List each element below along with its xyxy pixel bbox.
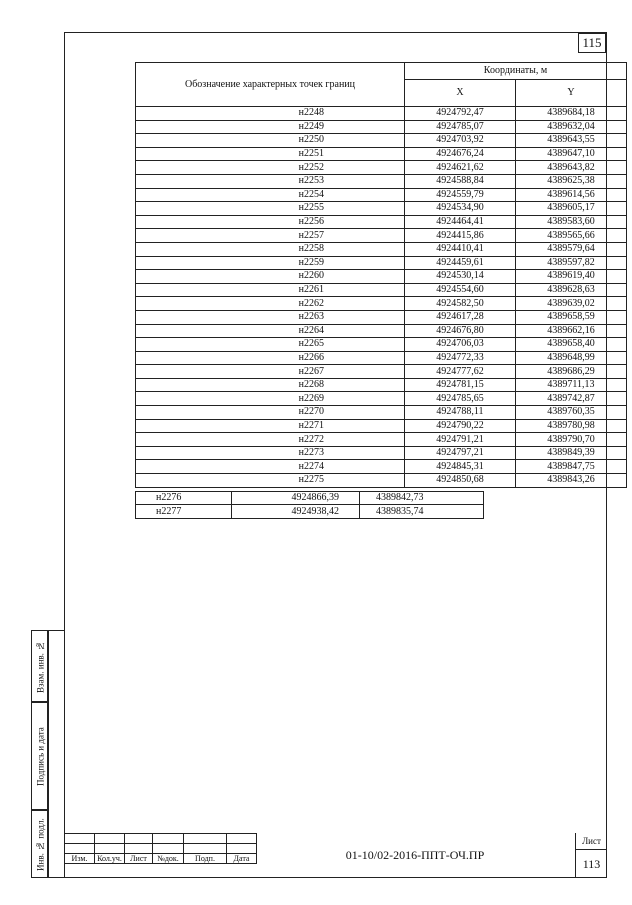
table-row [136, 460, 627, 474]
coord-y: 4389742,87 [516, 392, 627, 406]
point-id: н2248 [136, 107, 405, 121]
coord-x: 4924777,62 [405, 365, 516, 379]
table-row [136, 120, 627, 134]
coord-x: 4924459,61 [405, 256, 516, 270]
coord-y: 4389632,04 [516, 120, 627, 134]
coord-y: 4389639,02 [516, 297, 627, 311]
stamp-cell [227, 834, 257, 844]
point-id: н2249 [136, 120, 405, 134]
table-row [136, 270, 627, 284]
stamp-cell [125, 844, 153, 854]
coord-y: 4389597,82 [516, 256, 627, 270]
title-block-grid [64, 833, 257, 864]
point-id: н2260 [136, 270, 405, 284]
coord-x: 4924938,42 [232, 505, 360, 518]
table-row [136, 134, 627, 148]
table-row [136, 215, 627, 229]
point-id: н2253 [136, 174, 405, 188]
coord-y: 4389658,40 [516, 338, 627, 352]
point-id: н2266 [136, 351, 405, 365]
point-id: н2254 [136, 188, 405, 202]
coord-x: 4924410,41 [405, 242, 516, 256]
stamp-label: Подп. [184, 854, 227, 864]
table-row [136, 202, 627, 216]
point-id: н2251 [136, 147, 405, 161]
coord-x: 4924790,22 [405, 419, 516, 433]
side-blank-column [48, 630, 65, 878]
side-cell-inv [31, 810, 48, 878]
side-cell-vzam [31, 630, 48, 702]
coord-x: 4924772,33 [405, 351, 516, 365]
point-id: н2269 [136, 392, 405, 406]
coord-y: 4389843,26 [516, 474, 627, 488]
table-row [136, 433, 627, 447]
coord-x: 4924781,15 [405, 378, 516, 392]
coord-x: 4924845,31 [405, 460, 516, 474]
coord-y: 4389684,18 [516, 107, 627, 121]
point-id: н2267 [136, 365, 405, 379]
point-id: н2268 [136, 378, 405, 392]
point-id: н2258 [136, 242, 405, 256]
stamp-cell [125, 834, 153, 844]
stamp-cell [184, 844, 227, 854]
stamp-cell [95, 834, 125, 844]
coord-y: 4389614,56 [516, 188, 627, 202]
table-row [136, 174, 627, 188]
coord-y: 4389711,13 [516, 378, 627, 392]
page-number: 115 [578, 33, 606, 53]
coord-y: 4389583,60 [516, 215, 627, 229]
side-cell-podpis [31, 702, 48, 810]
table-row [136, 161, 627, 175]
coord-x: 4924785,65 [405, 392, 516, 406]
point-id: н2250 [136, 134, 405, 148]
stamp-cell [65, 844, 95, 854]
sheet-label: Лист [576, 833, 607, 850]
stamp-label: №док. [153, 854, 184, 864]
coord-y: 4389658,59 [516, 310, 627, 324]
header-x: X [405, 80, 516, 107]
coord-x: 4924530,14 [405, 270, 516, 284]
coord-x: 4924534,90 [405, 202, 516, 216]
point-id: н2265 [136, 338, 405, 352]
coord-x: 4924621,62 [405, 161, 516, 175]
side-label-podpis: Подпись и дата [35, 727, 46, 787]
coord-x: 4924676,80 [405, 324, 516, 338]
header-points: Обозначение характерных точек границ [136, 63, 405, 107]
coord-y: 4389648,99 [516, 351, 627, 365]
point-id: н2263 [136, 310, 405, 324]
coord-x: 4924791,21 [405, 433, 516, 447]
side-label-vzam: Взам. инв. № [35, 640, 46, 694]
table-row [136, 297, 627, 311]
point-id: н2257 [136, 229, 405, 243]
table-row [136, 406, 627, 420]
stamp-cell [65, 834, 95, 844]
coord-x: 4924554,60 [405, 283, 516, 297]
point-id: н2262 [136, 297, 405, 311]
coord-x: 4924676,24 [405, 147, 516, 161]
point-id: н2255 [136, 202, 405, 216]
coord-y: 4389647,10 [516, 147, 627, 161]
table-row [136, 338, 627, 352]
point-id: н2264 [136, 324, 405, 338]
table-row [136, 392, 627, 406]
coord-x: 4924785,07 [405, 120, 516, 134]
side-label-inv: Инв. № подл. [35, 818, 46, 872]
point-id: н2256 [136, 215, 405, 229]
stamp-label: Кол.уч. [95, 854, 125, 864]
coord-y: 4389619,40 [516, 270, 627, 284]
coord-y: 4389835,74 [360, 505, 484, 518]
point-id: н2273 [136, 446, 405, 460]
coord-y: 4389760,35 [516, 406, 627, 420]
stamp-cell [153, 834, 184, 844]
coord-y: 4389625,38 [516, 174, 627, 188]
table-row [136, 492, 484, 505]
table-row [136, 419, 627, 433]
document-code: 01-10/02-2016-ППТ-ОЧ.ПР [345, 848, 485, 862]
table-row [136, 229, 627, 243]
coord-x: 4924559,79 [405, 188, 516, 202]
table-row [136, 378, 627, 392]
point-id: н2272 [136, 433, 405, 447]
stamp-cell [153, 844, 184, 854]
stamp-label: Лист [125, 854, 153, 864]
point-id: н2274 [136, 460, 405, 474]
table-row [136, 188, 627, 202]
coord-x: 4924788,11 [405, 406, 516, 420]
coord-x: 4924850,68 [405, 474, 516, 488]
coord-x: 4924866,39 [232, 492, 360, 505]
sheet-box [575, 833, 607, 878]
table-row [136, 446, 627, 460]
coord-y: 4389628,63 [516, 283, 627, 297]
table-row [136, 256, 627, 270]
coord-y: 4389643,55 [516, 134, 627, 148]
point-id: н2252 [136, 161, 405, 175]
stamp-label: Дата [227, 854, 257, 864]
coord-y: 4389842,73 [360, 492, 484, 505]
side-strip [31, 630, 65, 878]
coord-y: 4389643,82 [516, 161, 627, 175]
coordinates-table-continued [135, 491, 484, 519]
coord-y: 4389847,75 [516, 460, 627, 474]
coord-x: 4924703,92 [405, 134, 516, 148]
coord-y: 4389579,64 [516, 242, 627, 256]
coord-x: 4924797,21 [405, 446, 516, 460]
table-row [136, 324, 627, 338]
coord-y: 4389662,16 [516, 324, 627, 338]
point-id: н2270 [136, 406, 405, 420]
point-id: н2276 [136, 492, 232, 505]
table-row [136, 107, 627, 121]
coordinates-table [135, 62, 627, 488]
coord-x: 4924415,86 [405, 229, 516, 243]
coord-x: 4924792,47 [405, 107, 516, 121]
table-row [136, 310, 627, 324]
table-row [136, 242, 627, 256]
point-id: н2277 [136, 505, 232, 518]
coord-y: 4389686,29 [516, 365, 627, 379]
coord-x: 4924464,41 [405, 215, 516, 229]
coord-x: 4924617,28 [405, 310, 516, 324]
point-id: н2259 [136, 256, 405, 270]
stamp-cell [95, 844, 125, 854]
table-row [136, 351, 627, 365]
header-y: Y [516, 80, 627, 107]
sheet-number: 113 [582, 857, 601, 871]
table-row [136, 283, 627, 297]
coord-x: 4924588,84 [405, 174, 516, 188]
coord-x: 4924582,50 [405, 297, 516, 311]
stamp-label: Изм. [65, 854, 95, 864]
coord-y: 4389605,17 [516, 202, 627, 216]
coord-x: 4924706,03 [405, 338, 516, 352]
coord-y: 4389565,66 [516, 229, 627, 243]
coord-y: 4389790,70 [516, 433, 627, 447]
point-id: н2271 [136, 419, 405, 433]
coord-y: 4389780,98 [516, 419, 627, 433]
table-row [136, 505, 484, 518]
stamp-cell [227, 844, 257, 854]
coord-y: 4389849,39 [516, 446, 627, 460]
table-row [136, 474, 627, 488]
point-id: н2261 [136, 283, 405, 297]
table-row [136, 365, 627, 379]
stamp-cell [184, 834, 227, 844]
header-coords: Координаты, м [405, 63, 627, 80]
point-id: н2275 [136, 474, 405, 488]
table-row [136, 147, 627, 161]
